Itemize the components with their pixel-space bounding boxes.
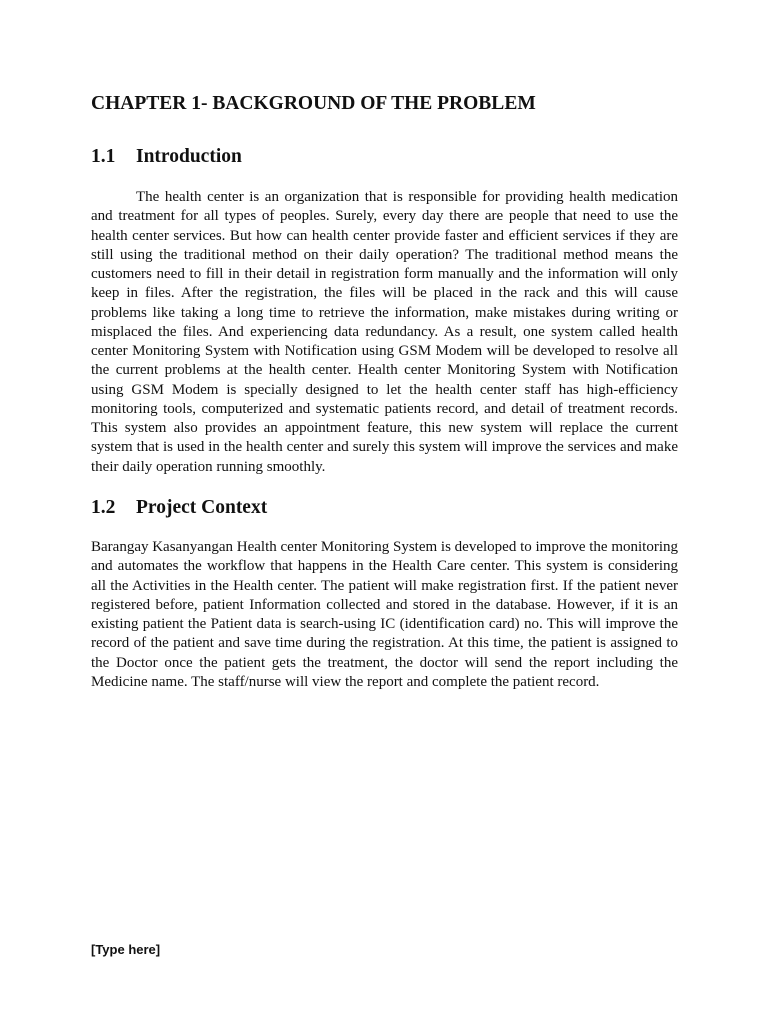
project-context-paragraph: Barangay Kasanyangan Health center Monitoring System is developed to improve the monitoring and automates the workflow that happens in the Health Care center. This system is considering all the Activities in the Health center. The patient will make registration first. If the patient never registered before, patient Information collected and stored in the database. However, if it is an existing patient the Patient data is search-using IC (identification card) no. This will improve the record of the patient and save time during the registration. At this time, the patient is assigned to the Doctor once the patient gets the treatment, the doctor will send the report including the Medicine name. The staff/nurse will view the report and complete the patient record. bbox=[91, 539, 678, 690]
section-title: Introduction bbox=[136, 146, 242, 167]
footer-placeholder[interactable]: [Type here] bbox=[91, 942, 161, 957]
section-heading-project-context bbox=[91, 497, 267, 519]
section-title: Project Context bbox=[136, 497, 268, 518]
chapter-title: CHAPTER 1- BACKGROUND OF THE PROBLEM bbox=[91, 93, 536, 114]
section-number: 1.1 bbox=[91, 146, 116, 167]
section-number: 1.2 bbox=[91, 497, 116, 518]
section-heading-introduction bbox=[91, 146, 242, 168]
introduction-paragraph: The health center is an organization that is responsible for providing health medication and treatment for all types of peoples. Surely, every day there are people that need to use the health center services. But how can health center provide faster and efficient services if they are still using the traditional method on their daily operation? The traditional method means the customers need to fill in their detail in registration form manually and the information will only keep in files. After the registration, the files will be placed in the rack and this will cause problems like taking a long time to retrieve the information, make mistakes during writing or misplaced the files. And experiencing data redundancy. As a result, one system called health center Monitoring System with Notification using GSM Modem will be developed to resolve all the current problems at the health center. Health center Monitoring System with Notification using GSM Modem is specially designed to let the health center staff has high-efficiency monitoring tools, computerized and systematic patients record, and detail of treatment records. This system also provides an appointment feature, this new system will replace the current system that is used in the health center and surely this system will improve the services and make their daily operation running smoothly. bbox=[91, 189, 678, 475]
